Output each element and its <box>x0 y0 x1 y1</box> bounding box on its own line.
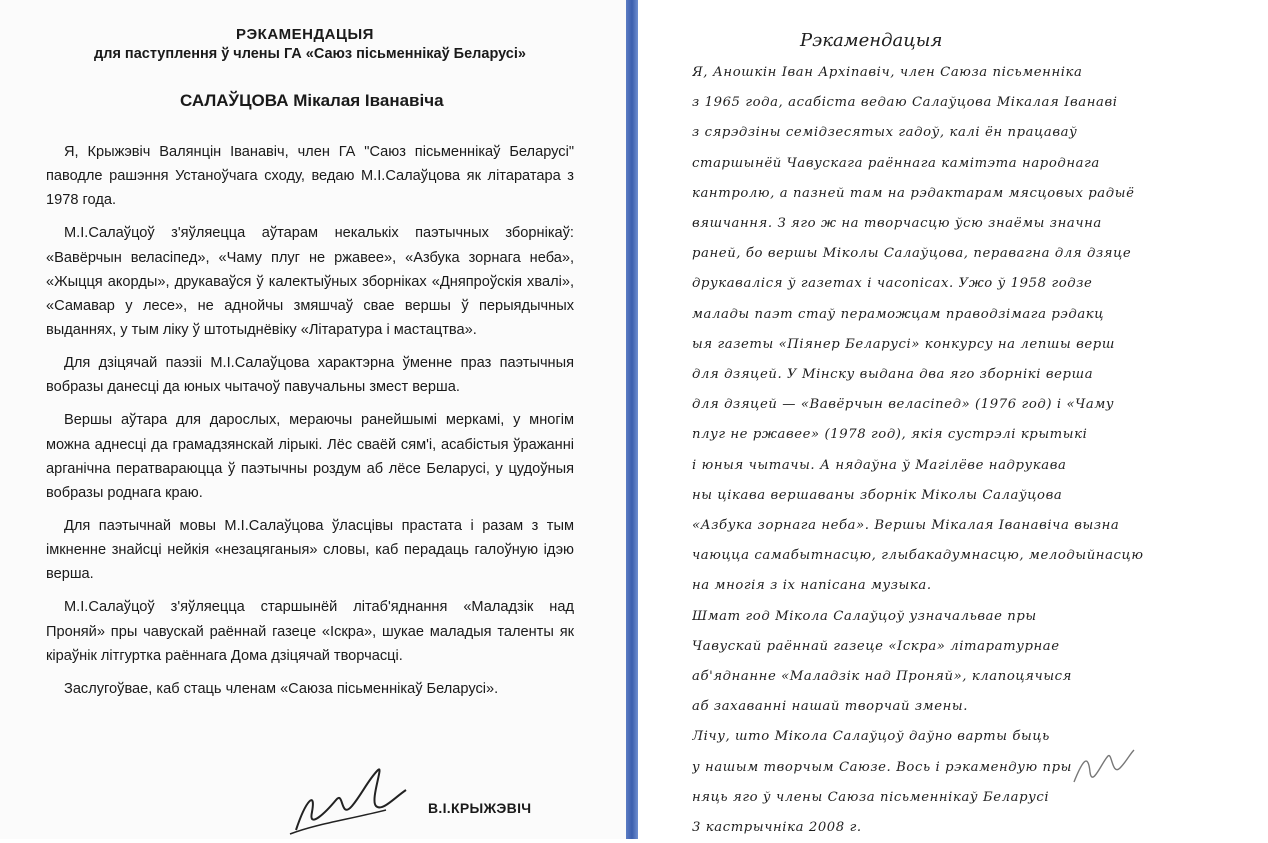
handwritten-body <box>692 58 1248 843</box>
handwritten-line: з сярэдзіны семідзесятых гадоў, калі ён працаваў <box>692 125 1078 141</box>
handwritten-line: для дзяцей. У Мінску выдана два яго зборнікі верша <box>692 367 1094 383</box>
handwritten-signature-icon <box>286 760 416 838</box>
document-subtitle: для паступлення ў члены ГА «Саюз пісьменнікаў Беларусі» <box>94 46 526 62</box>
paragraph: М.І.Салаўцоў з'яўляецца старшынёй літаб'яднання «Маладзік над Проняй» пры чавускай раённай газеце «Іскра», шукае маладыя таленты як кіраўнік літгуртка раённага Дома дзіцячай творчасці. <box>46 599 574 664</box>
handwritten-line: кантролю, а пазней там на рэдактарам мясцовых радыё <box>692 185 1135 201</box>
paragraph: Вершы аўтара для дарослых, мераючы ранейшымі меркамі, у многім можна аднесці да грамадзянскай лірыкі. Лёс сваёй сям'і, асабістыя ўражанні арганічна ператвараюцца ў паэтычны роздум аб лёсе Беларусі, у цудоўныя вобразы роднага краю. <box>46 412 574 502</box>
handwritten-line: аб захаванні нашай творчай змены. <box>692 699 969 715</box>
document-title: РЭКАМЕНДАЦЫЯ <box>236 26 374 43</box>
handwritten-line: раней, бо вершы Міколы Салаўцова, перавагна для дзяце <box>692 246 1132 262</box>
handwritten-recommendation-page <box>638 0 1268 839</box>
handwritten-line: Чавускай раённай газеце «Іскра» літаратурнае <box>692 638 1060 654</box>
handwritten-signature-icon <box>1068 742 1138 792</box>
paragraph: Я, Крыжэвіч Валянцін Іванавіч, член ГА "Саюз пісьменнікаў Беларусі" паводле рашэння Устаноўчага сходу, ведаю М.І.Салаўцова як літаратара з 1978 года. <box>46 144 574 209</box>
typed-recommendation-page <box>0 0 626 839</box>
candidate-name: САЛАЎЦОВА Мікалая Іванавіча <box>180 91 444 110</box>
handwritten-line: з 1965 года, асабіста ведаю Салаўцова Мікалая Іванаві <box>692 95 1118 111</box>
handwritten-line: друкаваліся ў газетах і часопісах. Ужо ў 1958 годзе <box>692 276 1093 292</box>
signer-name: В.І.КРЫЖЭВІЧ <box>428 800 532 816</box>
handwritten-line: для дзяцей — «Вавёрчын веласіпед» (1976 год) і «Чаму <box>692 397 1115 413</box>
typed-recommendation-text <box>46 26 574 710</box>
handwritten-line: на многія з іх напісана музыка. <box>692 578 932 594</box>
handwritten-line: і юныя чытачы. А нядаўна ў Магілёве надрукава <box>692 457 1067 473</box>
handwritten-line: «Азбука зорнага неба». Вершы Мікалая Іванавіча вызна <box>692 518 1120 534</box>
handwritten-line: плуг не ржавее» (1978 год), якія сустрэлі крытыкі <box>692 427 1088 443</box>
handwritten-line: старшынёй Чавускага раённага камітэта народнага <box>692 155 1100 171</box>
handwritten-line: ыя газеты «Піянер Беларусі» конкурсу на лепшы верш <box>692 336 1115 352</box>
paragraph: Для дзіцячай паэзіі М.І.Салаўцова характэрна ўменне праз паэтычныя вобразы данесці да юных чытачоў павучальны змест верша. <box>46 355 574 396</box>
handwritten-line: ны цікава вершаваны зборнік Міколы Салаўцова <box>692 487 1063 503</box>
handwritten-line: вяшчання. З яго ж на творчасцю ўсю знаёмы значна <box>692 216 1102 232</box>
handwritten-line: 3 кастрычніка 2008 г. <box>692 820 862 836</box>
paragraph: М.І.Салаўцоў з'яўляецца аўтарам некалькіх паэтычных зборнікаў: «Вавёрчын веласіпед», «Чаму плуг не ржавее», «Азбука зорнага неба», «Жыцця акорды», друкаваўся ў калектыўных зборніках «Дняпроўскія хвалі», «Самавар у лесе», не аднойчы змяшчаў свае вершы ў перыядычных выданнях, у тым ліку ў штотыднёвіку «Літаратура і мастацтва». <box>46 225 574 339</box>
recommendation-body <box>46 140 574 701</box>
paragraph: Заслугоўвае, каб стаць членам «Саюза пісьменнікаў Беларусі». <box>64 680 499 697</box>
handwritten-line: няць яго ў члены Саюза пісьменнікаў Беларусі <box>692 789 1050 805</box>
paragraph: Для паэтычнай мовы М.І.Салаўцова ўласцівы прастата і разам з тым імкненне знайсці нейкія «незацяганыя» словы, каб перадаць галоўную ідэю верша. <box>46 518 574 583</box>
handwritten-line: у нашым творчым Саюзе. Вось і рэкамендую пры <box>692 759 1072 775</box>
page-divider <box>626 0 638 839</box>
handwritten-title: Рэкамендацыя <box>800 30 943 51</box>
handwritten-line: Я, Аношкін Іван Архіпавіч, член Саюза пісьменніка <box>692 65 1083 80</box>
handwritten-line: чаюцца самабытнасцю, глыбакадумнасцю, мелодыйнасцю <box>692 548 1144 564</box>
signature-block <box>46 760 574 830</box>
handwritten-line: малады паэт стаў пераможцам праводзімага рэдакц <box>692 306 1105 322</box>
handwritten-line: Лічу, што Мікола Салаўцоў даўно варты быць <box>692 729 1050 745</box>
handwritten-line: Шмат год Мікола Салаўцоў узначальвае пры <box>692 608 1037 624</box>
handwritten-line: аб'яднанне «Маладзік над Проняй», клапоцячыся <box>692 669 1072 685</box>
